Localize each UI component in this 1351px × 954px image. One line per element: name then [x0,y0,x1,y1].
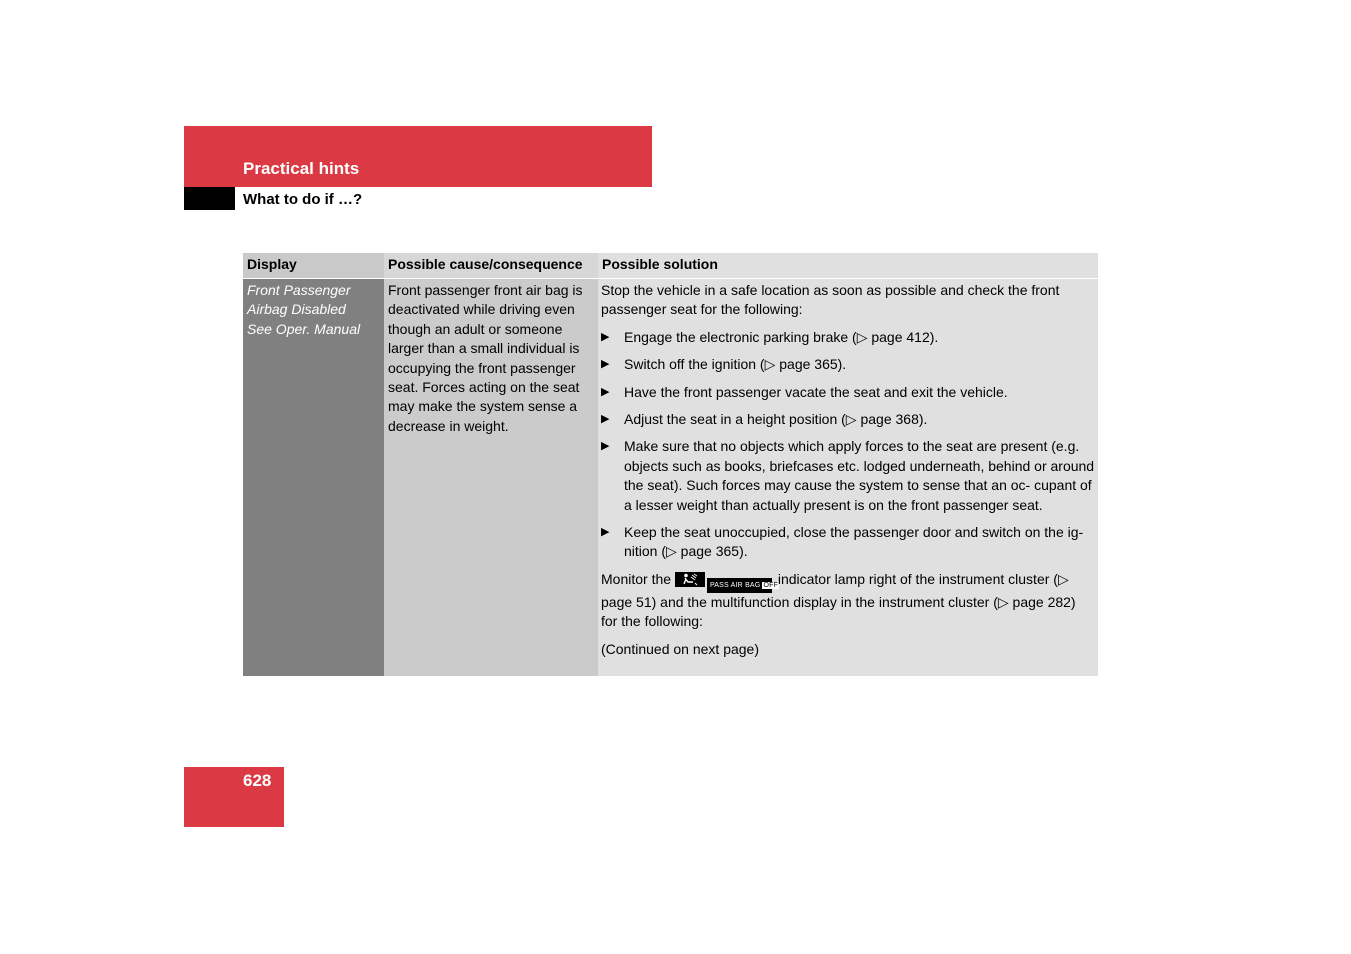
solution-intro: Stop the vehicle in a safe location as soon as possible and check the front passenger seat for the following: [601,282,1060,318]
troubleshooting-table [243,253,1098,676]
header-cause: Possible cause/consequence [384,253,598,278]
display-cell [243,279,384,676]
solution-steps [601,328,1095,562]
bullet-triangle-icon: ▶ [601,413,610,426]
passenger-airbag-icon [675,572,705,587]
list-item: ▶ Make sure that no objects which apply forces to the seat are present (e.g. objects such as books, briefcases etc. lodged underneath, behind or around the seat). Such forces may cause the system to sense that an oc- cupant of a lesser weight than actually present is on the front passenger seat. [601,438,1095,513]
list-item: ▶ Keep the seat unoccupied, close the passenger door and switch on the ig- nition (▷ page 365). [601,524,1084,560]
bullet-triangle-icon: ▶ [601,526,610,539]
pass-airbag-off-lamp: PASS AIR BAG OFF [707,578,772,593]
cause-text: Front passenger front air bag is deactivated while driving even though an adult or someone larger than a small individual is occupying the front passenger seat. Forces acting on the seat may make the system sense a decrease in weight. [388,282,583,434]
display-line: Front Passenger [247,282,351,298]
section-marker [184,187,235,210]
cause-cell [384,279,598,676]
header-display: Display [243,253,384,278]
continued-note: (Continued on next page) [601,640,759,657]
table-header [243,253,1098,278]
bullet-triangle-icon: ▶ [601,330,610,343]
display-line: See Oper. Manual [247,320,361,337]
page-number: 628 [243,771,272,790]
list-item: ▶ Switch off the ignition (▷ page 365). [601,355,1095,374]
section-title: Practical hints [243,159,360,178]
display-line: Airbag Disabled [247,301,346,318]
header-solution: Possible solution [598,253,1098,278]
list-item: ▶ Have the front passenger vacate the seat and exit the vehicle. [601,383,1095,402]
bullet-triangle-icon: ▶ [601,440,610,453]
bullet-triangle-icon: ▶ [601,385,610,398]
monitor-paragraph: Monitor the PASS AIR BAG OFF indicator lamp right of the instrument cluster (▷ page 51) and the multifunction display in the instrument cluster (▷ page 282) for the following: [601,570,1076,630]
bullet-triangle-icon: ▶ [601,358,610,371]
list-item: ▶ Adjust the seat in a height position (▷ page 368). [601,410,1095,429]
list-item: ▶ Engage the electronic parking brake (▷ page 412). [601,328,1095,347]
solution-cell [598,279,1098,676]
subsection-title: What to do if …? [243,191,363,208]
